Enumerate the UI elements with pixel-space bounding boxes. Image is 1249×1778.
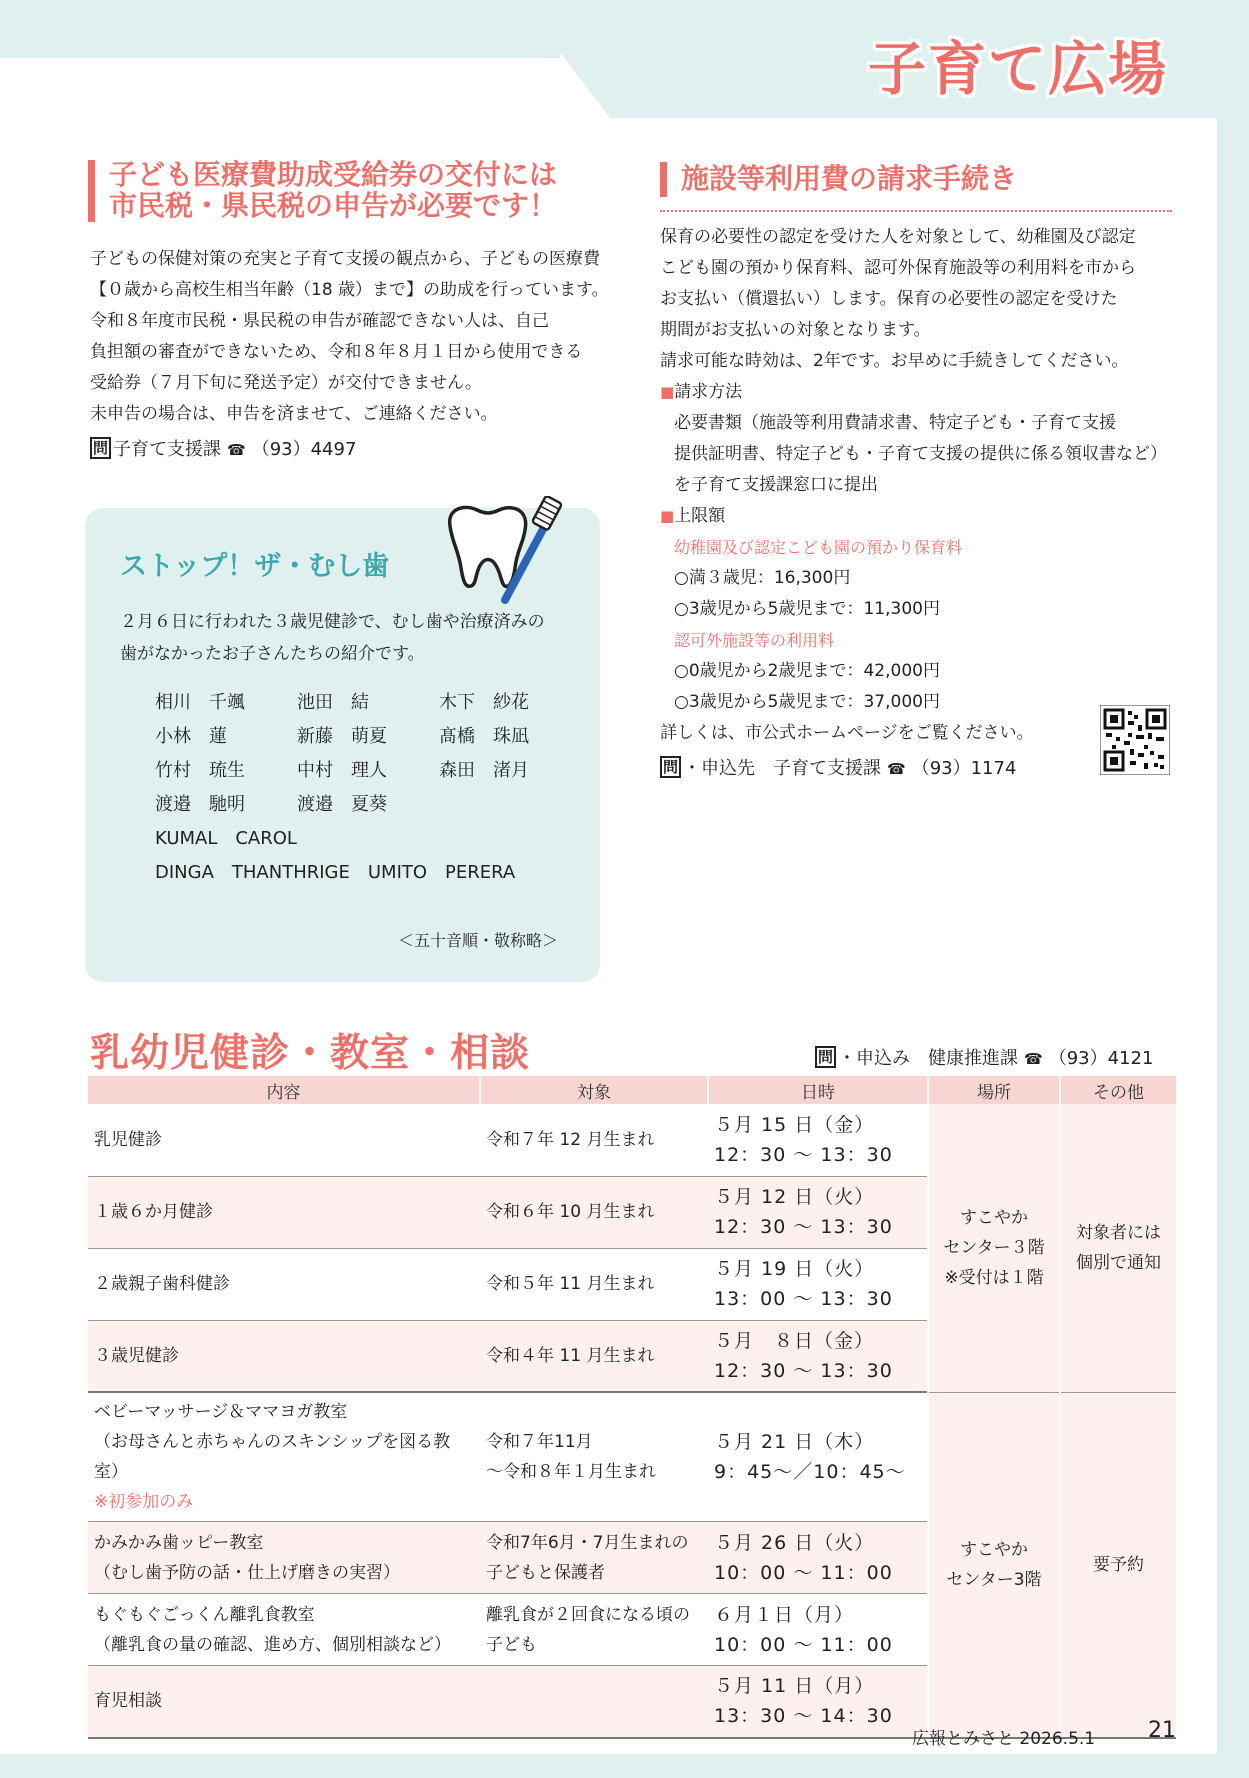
bottom-strip <box>0 1754 1249 1778</box>
phone-icon: ☎ <box>887 760 906 778</box>
child-name: 渡邉 夏葵 <box>297 794 387 815</box>
child-name: KUMAL CAROL <box>155 828 297 849</box>
table-row: 育児相談 ５月 11 日（月） 13：30 ～ 14：30 <box>88 1666 1176 1738</box>
name-row <box>155 688 581 722</box>
place-cell: すこやか センター3階 <box>928 1392 1060 1738</box>
right-strip <box>1217 118 1249 1778</box>
table-row: １歳６か月健診 令和６年 10 月生まれ ５月 12 日（火） 12：30 ～ 13：30 <box>88 1176 1176 1248</box>
col-header: 対象 <box>480 1076 708 1104</box>
section2-body: 保育の必要性の認定を受けた人を対象として、幼稚園及び認定 こども園の預かり保育料、認可外保育施設等の利用料を市から お支払い（償還払い）します。保育の必要性の認定を受けた 期間がお支払いの対象となります。 請求可能な時効は、2年です。お早めに手続きしてください。 ■請求方法 必要書類（施設等利用費請求書、特定子ども・子育て支援 提供証明書、特定子ども・子育て支援の提供に係る領収書など） を子育て支援課窓口に提出 ■上限額 幼稚園及び認定こども園の預かり保育料 ○満３歳児：16,300円 ○3歳児から5歳児まで：11,300円 認可外施設等の利用料 ○0歳児から2歳児まで：42,000円 ○3歳児から5歳児まで：37,000円 詳しくは、市公式ホームページをご覧ください。 問 ・申込先 子育て支援課 ☎ （93）1174 <box>660 222 1180 785</box>
child-name: 竹村 琉生 <box>155 760 245 781</box>
cavity-free-names <box>155 688 581 892</box>
inquiry-mark: 問 <box>660 756 681 778</box>
square-bullet-icon: ■ <box>660 507 675 525</box>
table-row: ベビーマッサージ＆ママヨガ教室 （お母さんと赤ちゃんのスキンシップを図る教室） ※初参加のみ 令和７年11月 ～令和８年１月生まれ ５月 21 日（木） 9：45～／10：45～ すこやか センター3階 要予約 <box>88 1392 1176 1522</box>
other-cell: 対象者には 個別で通知 <box>1060 1104 1176 1392</box>
page-number: 21 <box>1148 1718 1176 1743</box>
col-header: 場所 <box>928 1076 1060 1104</box>
col-header: 日時 <box>708 1076 928 1104</box>
section1-contact: 問 子育て支援課 ☎ （93）4497 <box>90 434 610 466</box>
square-bullet-icon: ■ <box>660 383 675 401</box>
section2-contact: 問 ・申込先 子育て支援課 ☎ （93）1174 <box>660 753 1180 785</box>
col-header: その他 <box>1060 1076 1176 1104</box>
tooth-toothbrush-icon <box>435 496 565 614</box>
cavity-box-note: ＜五十音順・敬称略＞ <box>397 931 558 950</box>
schedule-table <box>88 1076 1176 1739</box>
name-row <box>155 756 581 790</box>
child-name: 森田 渚月 <box>439 760 529 781</box>
section1-title: 子ども医療費助成受給券の交付には 市民税・県民税の申告が必要です！ <box>88 160 557 222</box>
qr-code[interactable] <box>1100 705 1170 775</box>
child-name: 木下 紗花 <box>439 692 529 713</box>
table-row: ２歳親子歯科健診 令和５年 11 月生まれ ５月 19 日（火） 13：00 ～ 13：30 <box>88 1248 1176 1320</box>
table-row: もぐもぐごっくん離乳食教室 （離乳食の量の確認、進め方、個別相談など） 離乳食が２回食になる頃の 子ども ６月１日（月） 10：00 ～ 11：00 <box>88 1594 1176 1666</box>
section3-contact: 問 ・申込み 健康推進課 ☎ （93）4121 <box>815 1044 1153 1070</box>
section1-body: 子どもの保健対策の充実と子育て支援の観点から、子どもの医療費 【０歳から高校生相当年齢（18 歳）まで】の助成を行っています。 令和８年度市民税・県民税の申告が確認できない人は、自己 負担額の審査ができないため、令和８年８月１日から使用できる 受給券（７月下旬に発送予定）が交付できません。 未申告の場合は、申告を済ませて、ご連絡ください。 問 子育て支援課 ☎ （93）4497 <box>90 244 610 466</box>
other-cell: 要予約 <box>1060 1392 1176 1738</box>
table-row: ３歳児健診 令和４年 11 月生まれ ５月 ８日（金） 12：30 ～ 13：30 <box>88 1320 1176 1392</box>
place-cell: すこやか センター３階 ※受付は１階 <box>928 1104 1060 1392</box>
col-header: 内容 <box>88 1076 480 1104</box>
inquiry-mark: 問 <box>815 1046 836 1068</box>
table-row: 乳児健診 令和７年 12 月生まれ ５月 15 日（金） 12：30 ～ 13：30 すこやか センター３階 ※受付は１階 対象者には 個別で通知 <box>88 1104 1176 1176</box>
cavity-box-intro: ２月６日に行われた３歳児健診で、むし歯や治療済みの 歯がなかったお子さんたちの紹介です。 <box>120 612 545 664</box>
cavity-free-box <box>85 508 600 982</box>
name-row <box>155 858 581 892</box>
child-name: 新藤 萌夏 <box>297 726 387 747</box>
child-name: 渡邉 馳明 <box>155 794 245 815</box>
section3-title: 乳幼児健診・教室・相談 <box>90 1031 531 1076</box>
phone-icon: ☎ <box>227 441 246 459</box>
footer-text: 広報とみさと 2026.5.1 <box>912 1729 1096 1749</box>
name-row <box>155 824 581 858</box>
phone-icon: ☎ <box>1024 1050 1043 1068</box>
child-name: 髙橋 珠凪 <box>439 726 529 747</box>
corner-title: 子育て広場 <box>868 35 1169 103</box>
table-row: かみかみ歯ッピー教室 （むし歯予防の話・仕上げ磨きの実習） 令和7年6月・7月生まれの 子どもと保護者 ５月 26 日（火） 10：00 ～ 11：00 <box>88 1522 1176 1594</box>
section2-title: 施設等利用費の請求手続き <box>660 162 1017 197</box>
child-name: 中村 理人 <box>297 760 387 781</box>
name-row <box>155 722 581 756</box>
name-row <box>155 790 581 824</box>
child-name: 池田 結 <box>297 692 369 713</box>
cavity-box-title: ストップ！ザ・むし歯 <box>120 551 390 582</box>
child-name: 相川 千颯 <box>155 692 245 713</box>
child-name: 小林 蓮 <box>155 726 227 747</box>
section2-divider <box>660 210 1172 212</box>
child-name: DINGA THANTHRIGE UMITO PERERA <box>155 862 516 883</box>
inquiry-mark: 問 <box>90 437 111 459</box>
table-header <box>88 1076 1176 1104</box>
